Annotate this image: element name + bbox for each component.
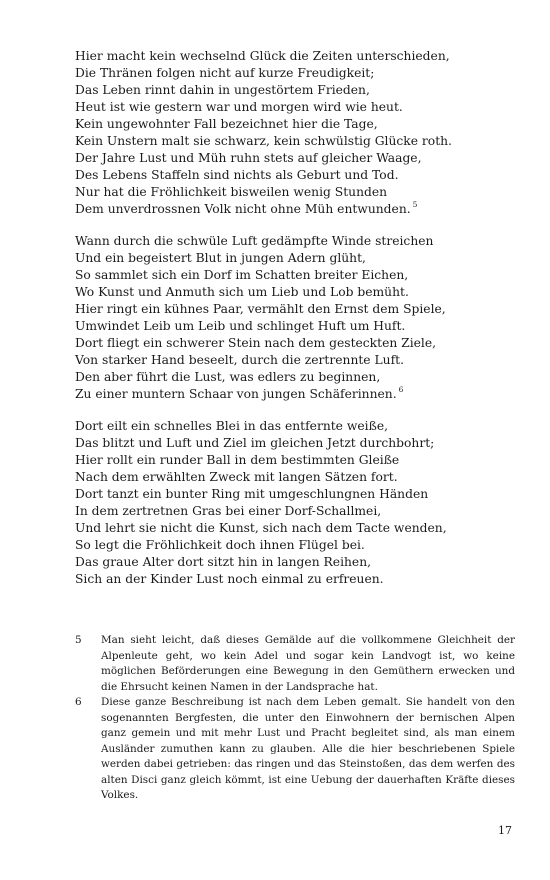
footnote-reference[interactable]: 6 — [398, 385, 404, 395]
poem-stanza — [75, 418, 515, 588]
footnote-number: 5 — [75, 634, 82, 646]
verse-line: Das graue Alter dort sitzt hin in langen Reihen, — [75, 555, 372, 570]
verse-line: Wann durch die schwüle Luft gedämpfte Winde streichen — [75, 234, 434, 248]
footnote-reference[interactable]: 5 — [412, 200, 418, 210]
verse-line: Das Leben rinnt dahin in ungestörtem Frieden, — [75, 83, 370, 98]
footnotes — [75, 633, 515, 804]
verse-line: Den aber führt die Lust, was edlers zu beginnen, — [75, 370, 381, 385]
verse-line: Nach dem erwählten Zweck mit langen Sätzen fort. — [75, 470, 398, 485]
verse-line: Dort tanzt ein bunter Ring mit umgeschlungnen Händen — [75, 487, 429, 502]
verse-line — [75, 201, 515, 218]
page-number: 17 — [498, 824, 512, 837]
verse-line: Umwindet Leib um Leib und schlinget Huft um Huft. — [75, 319, 406, 334]
verse-line: Wo Kunst und Anmuth sich um Lieb und Lob bemüht. — [75, 285, 409, 300]
verse-line: So legt die Fröhlichkeit doch ihnen Flügel bei. — [75, 538, 365, 553]
verse-line: Kein ungewohnter Fall bezeichnet hier die Tage, — [75, 117, 378, 132]
verse-line: So sammlet sich ein Dorf im Schatten breiter Eichen, — [75, 268, 409, 283]
footnote-text: Diese ganze Beschreibung ist nach dem Leben gemalt. Sie handelt von den sogenannten Bergfesten, die unter den Einwohnern der bernischen Alpen ganz gemein und mit mehr Lust und Pracht begleitet sind, als man einem Ausländer zumuthen kann zu glauben. Alle die hier beschriebenen Spiele werden dabei getrieben: das ringen und das Steinstoßen, das dem werfen des alten Disci ganz gleich kömmt, ist eine Uebung der dauerhaften Kräfte dieses Volkes. — [101, 696, 515, 801]
verse-line: Von starker Hand beseelt, durch die zertrennte Luft. — [75, 353, 404, 368]
footnote-number: 6 — [75, 696, 82, 708]
verse-line: Heut ist wie gestern war und morgen wird wie heut. — [75, 100, 403, 115]
verse-line — [75, 386, 515, 403]
verse-line: In dem zertretnen Gras bei einer Dorf-Schallmei, — [75, 504, 382, 519]
verse-text: Zu einer muntern Schaar von jungen Schäferinnen. — [75, 387, 397, 402]
footnote-text: Man sieht leicht, daß dieses Gemälde auf die vollkommene Gleichheit der Alpenleute geht, wo kein Adel und sogar kein Landvogt ist, wo keine möglichen Beförderungen eine Bewegung in den Gemüthern erwecken und die Ehrsucht keinen Namen in der Landsprache hat. — [101, 634, 515, 693]
verse-line: Der Jahre Lust und Müh ruhn stets auf gleicher Waage, — [75, 151, 422, 166]
verse-line: Kein Unstern malt sie schwarz, kein schwülstig Glücke roth. — [75, 134, 452, 149]
verse-line: Hier ringt ein kühnes Paar, vermählt den Ernst dem Spiele, — [75, 302, 446, 317]
verse-line: Hier macht kein wechselnd Glück die Zeiten unterschieden, — [75, 49, 450, 63]
poem-stanza — [75, 233, 515, 403]
verse-line: Und ein begeistert Blut in jungen Adern glüht, — [75, 251, 366, 266]
verse-line: Die Thränen folgen nicht auf kurze Freudigkeit; — [75, 66, 375, 81]
verse-line: Und lehrt sie nicht die Kunst, sich nach dem Tacte wenden, — [75, 521, 447, 536]
verse-line: Dort fliegt ein schwerer Stein nach dem gesteckten Ziele, — [75, 336, 437, 351]
footnote — [75, 695, 515, 804]
verse-line: Des Lebens Staffeln sind nichts als Geburt und Tod. — [75, 168, 399, 183]
verse-line: Das blitzt und Luft und Ziel im gleichen Jetzt durchbohrt; — [75, 436, 435, 451]
verse-line: Hier rollt ein runder Ball in dem bestimmten Gleiße — [75, 453, 400, 468]
poem-stanza — [75, 48, 515, 218]
verse-line: Sich an der Kinder Lust noch einmal zu erfreuen. — [75, 572, 384, 587]
verse-text: Dem unverdrossnen Volk nicht ohne Müh entwunden. — [75, 202, 411, 217]
verse-line: Dort eilt ein schnelles Blei in das entfernte weiße, — [75, 419, 389, 433]
footnote — [75, 633, 515, 695]
verse-line: Nur hat die Fröhlichkeit bisweilen wenig Stunden — [75, 185, 388, 200]
